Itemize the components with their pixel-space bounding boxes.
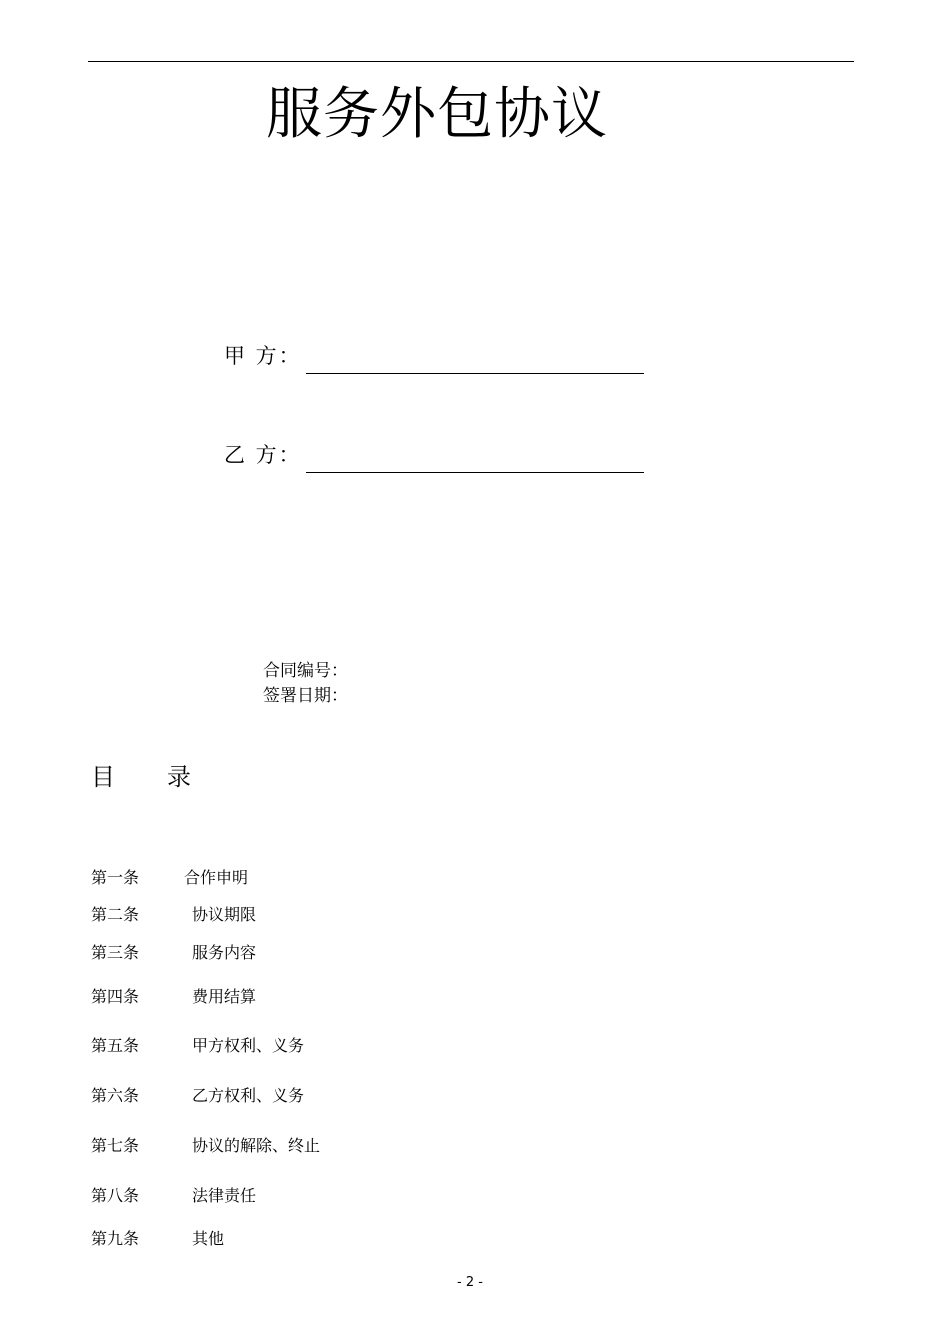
toc-item-number: 第七条 [91,1136,140,1155]
toc-item-title: 甲方权利、义务 [192,1036,305,1055]
party-a-label: 甲 方： [224,344,302,368]
toc-item-title: 合作申明 [184,868,249,887]
toc-item-number: 第二条 [91,905,140,924]
toc-item-title: 服务内容 [192,943,257,962]
party-a-signature-line[interactable] [306,373,644,374]
contract-number-label: 合同编号： [263,661,348,681]
toc-item-title: 费用结算 [192,987,257,1006]
toc-item-title: 乙方权利、义务 [192,1086,305,1105]
contract-meta [263,659,348,709]
party-b-label: 乙 方： [224,443,302,467]
sign-date-label: 签署日期： [263,686,348,706]
toc-item-number: 第四条 [91,987,140,1006]
toc-item-number: 第五条 [91,1036,140,1055]
toc-item-title: 协议期限 [192,905,257,924]
toc-item-number: 第一条 [91,868,140,887]
toc-item-title: 其他 [192,1229,225,1248]
toc-heading-right: 录 [167,763,191,791]
toc-item-number: 第三条 [91,943,140,962]
toc-item-title: 法律责任 [192,1186,257,1205]
toc-item-title: 协议的解除、终止 [192,1136,321,1155]
party-b-signature-line[interactable] [306,472,644,473]
toc-heading [91,760,191,794]
page-number: - 2 - [457,1275,483,1290]
document-title: 服务外包协议 [266,82,608,147]
toc-item-number: 第八条 [91,1186,140,1205]
toc-item-number: 第九条 [91,1229,140,1248]
header-rule [88,61,854,62]
toc-heading-left: 目 [91,763,115,791]
toc-item-number: 第六条 [91,1086,140,1105]
